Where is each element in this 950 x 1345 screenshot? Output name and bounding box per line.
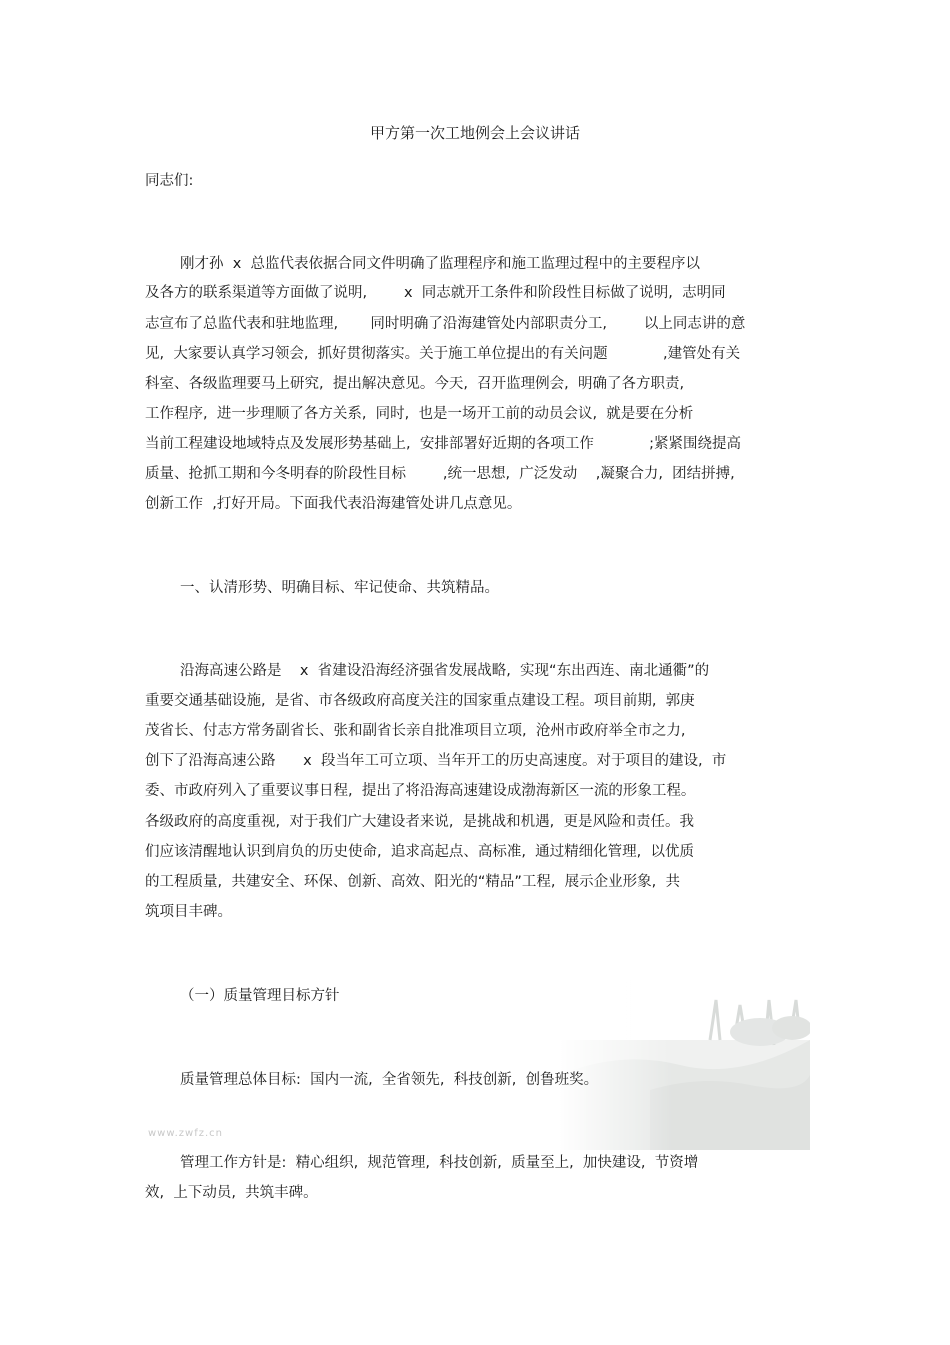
text-line: 创下了沿海高速公路 x 段当年工可立项、当年开工的历史高速度。对于项目的建设, 市	[145, 753, 727, 769]
text-line: 当前工程建设地域特点及发展形势基础上, 安排部署好近期的各项工作 ;紧紧围绕提高	[145, 436, 742, 452]
text-line: 刚才孙 x 总监代表依据合同文件明确了监理程序和施工监理过程中的主要程序以	[180, 256, 701, 272]
text-line: 志宣布了总监代表和驻地监理, 同时明确了沿海建管处内部职责分工, 以上同志讲的意	[145, 316, 746, 332]
text-line: 管理工作方针是: 精心组织, 规范管理, 科技创新, 质量至上, 加快建设, 节资增	[180, 1155, 699, 1171]
quality-goal-paragraph: 质量管理总体目标: 国内一流, 全省领先, 科技创新, 创鲁班奖。	[180, 1072, 599, 1088]
text-line: 工作程序, 进一步理顺了各方关系, 同时, 也是一场开工前的动员会议, 就是要在分析	[145, 406, 694, 422]
text-line: 重要交通基础设施, 是省、市各级政府高度关注的国家重点建设工程。项目前期, 郭庚	[145, 693, 695, 709]
text-line: 筑项目丰碑。	[145, 904, 232, 920]
text-line: 委、市政府列入了重要议事日程, 提出了将沿海高速建设成渤海新区一流的形象工程。	[145, 783, 696, 799]
text-line: 各级政府的高度重视, 对于我们广大建设者来说, 是挑战和机遇, 更是风险和责任。我	[145, 814, 694, 830]
text-line: 科室、各级监理要马上研究, 提出解决意见。今天, 召开监理例会, 明确了各方职责,	[145, 376, 685, 392]
text-line: 们应该清醒地认识到肩负的历史使命, 追求高起点、高标准, 通过精细化管理, 以优质	[145, 844, 694, 860]
watermark-text: www.zwfz.cn	[148, 1128, 224, 1139]
text-line: 见, 大家要认真学习领会, 抓好贯彻落实。关于施工单位提出的有关问题 ,建管处有关	[145, 346, 741, 362]
text-line: 效, 上下动员, 共筑丰碑。	[145, 1185, 318, 1201]
text-line: 的工程质量, 共建安全、环保、创新、高效、阳光的“精品”工程, 展示企业形象, 共	[145, 874, 681, 890]
text-line: 茂省长、付志方常务副省长、张和副省长亲自批准项目立项, 沧州市政府举全市之力,	[145, 723, 686, 739]
salutation: 同志们:	[145, 173, 194, 189]
text-line: 及各方的联系渠道等方面做了说明, x 同志就开工条件和阶段性目标做了说明, 志明同	[145, 285, 726, 301]
text-line: 质量、抢抓工期和今冬明春的阶段性目标 ,统一思想, 广泛发动 ,凝聚合力, 团结拼搏,	[145, 466, 735, 482]
text-line: 创新工作 ,打好开局。下面我代表沿海建管处讲几点意见。	[145, 496, 522, 512]
section-heading-1: 一、认清形势、明确目标、牢记使命、共筑精品。	[180, 580, 499, 596]
document-title: 甲方第一次工地例会上会议讲话	[369, 124, 580, 142]
section-heading-2: （一）质量管理目标方针	[180, 988, 340, 1004]
text-line: 沿海高速公路是 x 省建设沿海经济强省发展战略, 实现“东出西连、南北通衢”的	[180, 663, 710, 679]
